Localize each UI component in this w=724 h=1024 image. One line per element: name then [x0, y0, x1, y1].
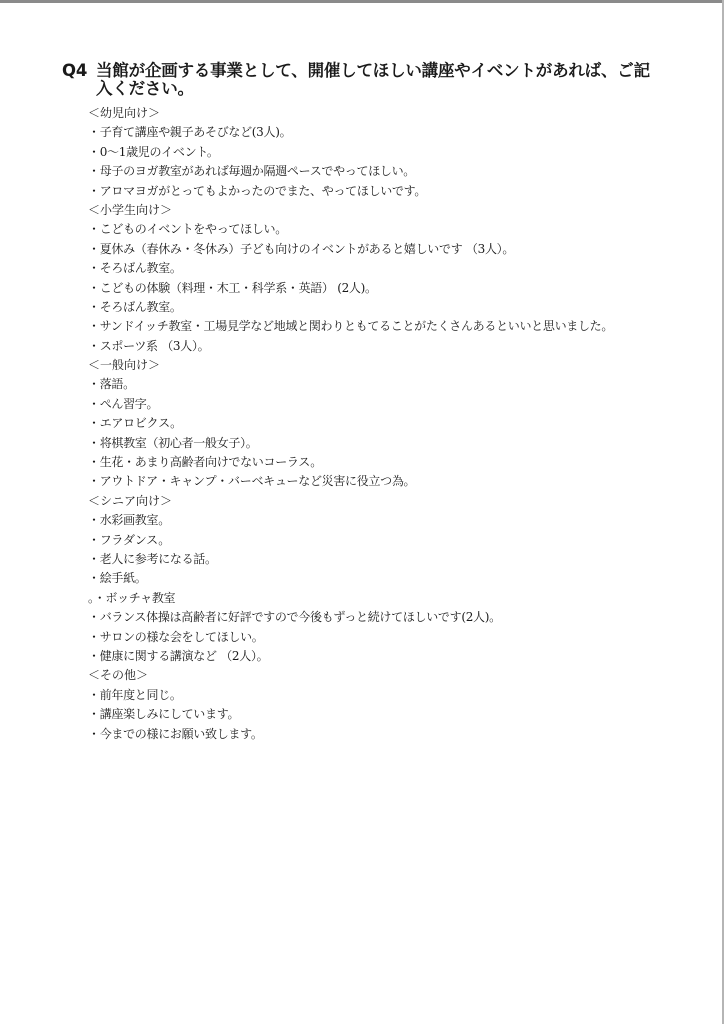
category-heading: ＜その他＞: [88, 668, 149, 683]
answer-item: ・サンドイッチ教室・工場見学など地域と関わりともてることがたくさんあるといいと思いました。: [88, 319, 614, 334]
answer-item: ・生花・あまり高齢者向けでないコーラス。: [88, 455, 323, 470]
answer-item: ・老人に参考になる話。: [88, 551, 217, 566]
answer-item: ・母子のヨガ教室があれば毎週か隔週ペースでやってほしい。: [88, 164, 416, 179]
category-heading: ＜幼児向け＞: [88, 106, 161, 120]
question-number: Q4: [62, 61, 88, 80]
answer-item: ・バランス体操は高齢者に好評ですので今後もずっと続けてほしいです(2人)。: [88, 610, 501, 625]
category-heading: ＜小学生向け＞: [88, 202, 173, 217]
question-text: 当館が企画する事業として、開催してほしい講座やイベントがあれば、ご記入ください。: [96, 61, 650, 98]
answer-item: ・ぺん習字。: [88, 396, 159, 411]
answer-item: ・こどもの体験（料理・木工・科学系・英語） (2人)。: [88, 280, 377, 295]
answer-item: ・スポーツ系 （3人）。: [88, 338, 210, 353]
answer-item: 。・ボッチャ教室: [88, 590, 176, 605]
answer-item: ・講座楽しみにしています。: [88, 707, 240, 722]
answer-item: ・落語。: [88, 377, 135, 392]
answer-item: ・夏休み（春休み・冬休み）子ども向けのイベントがあると嬉しいです （3人）。: [88, 241, 515, 256]
category-heading: ＜シニア向け＞: [88, 493, 173, 508]
answer-item: ・絵手紙。: [88, 571, 147, 586]
answer-item: ・水彩画教室。: [88, 513, 170, 528]
answer-item: ・健康に関する講演など （2人）。: [88, 648, 269, 663]
answer-item: ・0～1歳児のイベント。: [88, 144, 219, 159]
question-heading: [62, 62, 662, 98]
answer-item: ・そろばん教室。: [88, 261, 182, 276]
answer-item: ・そろばん教室。: [88, 299, 182, 314]
answer-item: ・サロンの様な会をしてほしい。: [88, 629, 264, 644]
answer-item: ・エアロビクス。: [88, 416, 182, 431]
category-heading: ＜一般向け＞: [88, 358, 161, 373]
answer-item: ・こどものイベントをやってほしい。: [88, 222, 287, 237]
answer-item: ・アロマヨガがとってもよかったのでまた、やってほしいです。: [88, 183, 427, 198]
answer-item: ・前年度と同じ。: [88, 687, 182, 702]
answer-item: ・アウトドア・キャンプ・バーベキューなど災害に役立つ為。: [88, 474, 416, 489]
answer-item: ・将棋教室（初心者一般女子）。: [88, 435, 258, 450]
answer-item: ・フラダンス。: [88, 532, 170, 547]
answer-list: [88, 104, 614, 744]
answer-item: ・今までの様にお願い致します。: [88, 726, 263, 741]
answer-item: ・子育て講座や親子あそびなど(3人)。: [88, 125, 292, 140]
